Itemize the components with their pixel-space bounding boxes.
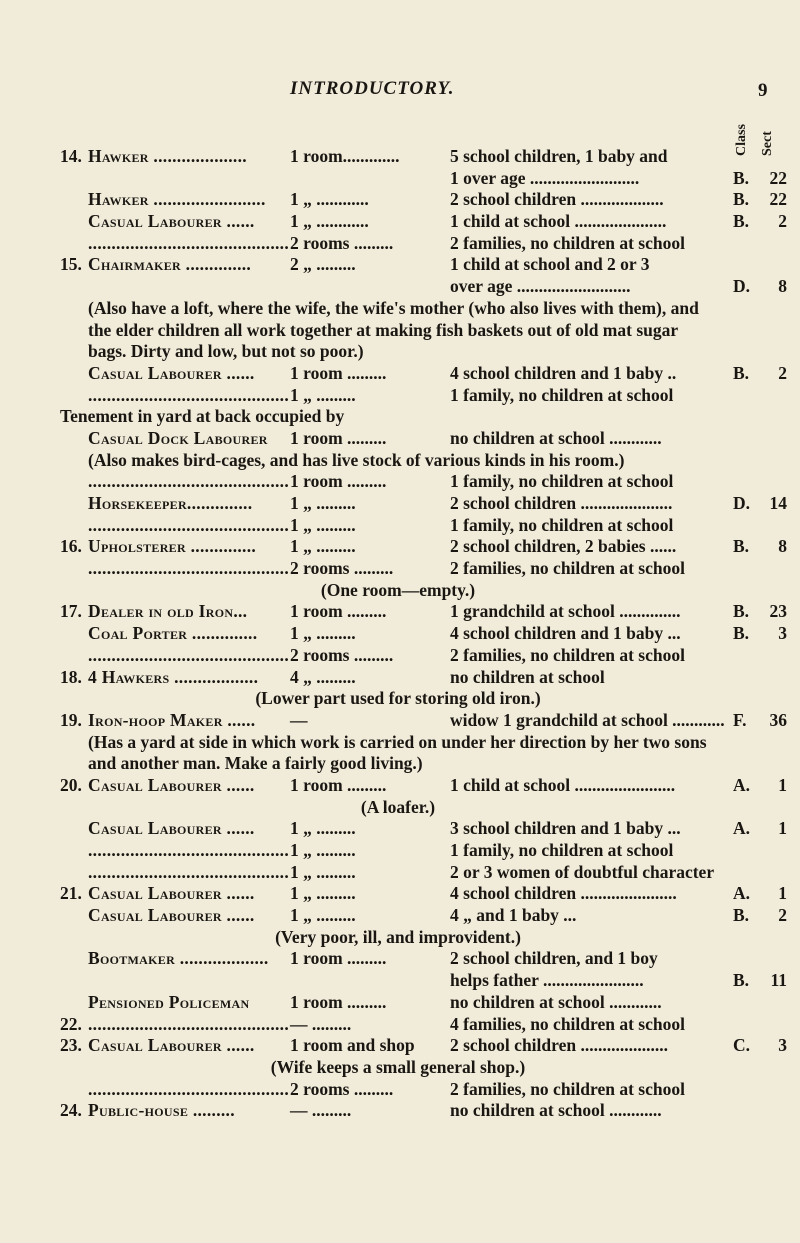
rooms-count: 1 room and shop	[290, 1035, 415, 1056]
household-description: 2 school children ....................	[450, 1035, 668, 1056]
rooms-count: 1 „ .........	[290, 536, 356, 557]
note-block	[0, 927, 800, 949]
section-value: 22	[769, 189, 787, 210]
household-description: 4 families, no children at school	[450, 1013, 685, 1034]
table-row	[0, 623, 800, 645]
household-description: 4 school children and 1 baby ...	[450, 623, 681, 644]
note-block	[0, 406, 800, 428]
table-row	[0, 601, 800, 623]
rooms-count: 1 room .........	[290, 471, 387, 492]
table-row	[0, 645, 800, 667]
section-value: 3	[778, 1035, 787, 1056]
household-description: 2 families, no children at school	[450, 1078, 685, 1099]
rooms-count: — .........	[290, 1100, 352, 1121]
row-number: 23.	[60, 1035, 82, 1056]
class-value: B.	[733, 211, 750, 232]
table-row	[0, 862, 800, 884]
row-number: 20.	[60, 774, 82, 795]
occupation: Horsekeeper..............	[88, 493, 253, 514]
occupation: ...........................................	[88, 1078, 290, 1099]
rooms-count: — .........	[290, 1013, 352, 1034]
occupation: ...........................................	[88, 384, 290, 405]
rooms-count: 1 „ .........	[290, 818, 356, 839]
table-row	[0, 276, 800, 298]
table-row	[0, 385, 800, 407]
row-number: 22.	[60, 1013, 82, 1034]
class-value: A.	[733, 818, 751, 839]
occupation: Dealer in old Iron...	[88, 601, 248, 622]
occupation: Bootmaker ...................	[88, 948, 269, 969]
table-row	[0, 254, 800, 276]
table-row	[0, 1079, 800, 1101]
section-value: 23	[769, 601, 787, 622]
census-table	[0, 146, 800, 1122]
note-text: (Has a yard at side in which work is carried on under her direction by her two sons and another man. Make a fairly good living.)	[88, 731, 707, 774]
class-value: B.	[733, 536, 750, 557]
section-value: 8	[778, 536, 787, 557]
class-value: B.	[733, 601, 750, 622]
household-description: 2 families, no children at school	[450, 558, 685, 579]
section-value: 1	[778, 774, 787, 795]
household-description: no children at school ............	[450, 427, 662, 448]
note-text: (Also makes bird-cages, and has live stock of various kinds in his room.)	[88, 449, 625, 470]
row-number: 15.	[60, 254, 82, 275]
rooms-count: 2 „ .........	[290, 254, 356, 275]
class-value: B.	[733, 189, 750, 210]
section-value: 1	[778, 883, 787, 904]
rooms-count: 2 rooms .........	[290, 558, 394, 579]
table-row	[0, 515, 800, 537]
note-text: (Wife keeps a small general shop.)	[270, 1056, 526, 1077]
occupation: Casual Labourer ......	[88, 905, 255, 926]
household-description: 1 child at school and 2 or 3	[450, 254, 650, 275]
table-row	[0, 558, 800, 580]
household-description: 2 school children, 2 babies ......	[450, 536, 677, 557]
note-text: (Lower part used for storing old iron.)	[255, 688, 541, 709]
note-text: (A loafer.)	[360, 796, 436, 817]
class-value: D.	[733, 493, 751, 514]
occupation: Coal Porter ..............	[88, 623, 258, 644]
section-value: 22	[769, 167, 787, 188]
section-value: 2	[778, 362, 787, 383]
occupation: ...........................................	[88, 861, 290, 882]
occupation: Upholsterer ..............	[88, 536, 257, 557]
occupation: Casual Dock Labourer	[88, 427, 268, 448]
section-value: 2	[778, 905, 787, 926]
table-row	[0, 363, 800, 385]
table-row	[0, 883, 800, 905]
class-value: D.	[733, 276, 751, 297]
note-block	[0, 688, 800, 710]
rooms-count: 1 „ ............	[290, 189, 369, 210]
household-description: 1 child at school .......................	[450, 774, 676, 795]
household-description: 3 school children and 1 baby ...	[450, 818, 681, 839]
table-row	[0, 1100, 800, 1122]
rooms-count: 1 room .........	[290, 362, 387, 383]
table-row	[0, 233, 800, 255]
row-number: 19.	[60, 709, 82, 730]
occupation: Casual Labourer ......	[88, 774, 255, 795]
household-description: no children at school ............	[450, 991, 662, 1012]
section-value: 36	[769, 709, 787, 730]
table-row	[0, 536, 800, 558]
rooms-count: 1 „ .........	[290, 493, 356, 514]
section-value: 14	[769, 493, 787, 514]
table-row	[0, 775, 800, 797]
occupation: Chairmaker ..............	[88, 254, 252, 275]
table-row	[0, 667, 800, 689]
table-row	[0, 189, 800, 211]
class-value: A.	[733, 883, 751, 904]
occupation: ...........................................	[88, 840, 290, 861]
note-block	[0, 298, 800, 363]
table-row	[0, 493, 800, 515]
household-description: 1 family, no children at school	[450, 514, 674, 535]
occupation: Hawker ....................	[88, 146, 247, 166]
rooms-count: —	[290, 709, 308, 730]
table-row	[0, 168, 800, 190]
occupation: ...........................................	[88, 1013, 290, 1034]
note-block	[0, 732, 800, 775]
class-value: B.	[733, 970, 750, 991]
table-row	[0, 970, 800, 992]
rooms-count: 1 room .........	[290, 948, 387, 969]
table-row	[0, 1035, 800, 1057]
household-description: no children at school	[450, 666, 605, 687]
household-description: 1 family, no children at school	[450, 384, 674, 405]
occupation: Iron-hoop Maker ......	[88, 709, 256, 730]
section-value: 11	[770, 970, 787, 991]
rooms-count: 1 „ .........	[290, 861, 356, 882]
class-value: B.	[733, 362, 750, 383]
section-value: 3	[778, 623, 787, 644]
table-row	[0, 428, 800, 450]
occupation: ...........................................	[88, 558, 290, 579]
rooms-count: 1 room.............	[290, 146, 400, 166]
occupation: Casual Labourer ......	[88, 362, 255, 383]
household-description: 2 school children, and 1 boy	[450, 948, 658, 969]
occupation: Casual Labourer ......	[88, 818, 255, 839]
row-number: 18.	[60, 666, 82, 687]
rooms-count: 1 room .........	[290, 601, 387, 622]
section-value: 8	[778, 276, 787, 297]
row-number: 16.	[60, 536, 82, 557]
occupation: ...........................................	[88, 471, 290, 492]
rooms-count: 1 „ .........	[290, 514, 356, 535]
occupation: ...........................................	[88, 514, 290, 535]
table-row	[0, 1014, 800, 1036]
row-number: 17.	[60, 601, 82, 622]
household-description: 2 school children ...................	[450, 189, 664, 210]
table-row	[0, 992, 800, 1014]
rooms-count: 1 „ .........	[290, 623, 356, 644]
occupation: 4 Hawkers ..................	[88, 666, 259, 687]
occupation: Casual Labourer ......	[88, 1035, 255, 1056]
rooms-count: 1 room .........	[290, 427, 387, 448]
note-text: Tenement in yard at back occupied by	[60, 406, 345, 427]
table-row	[0, 710, 800, 732]
table-row	[0, 948, 800, 970]
occupation: Public-house .........	[88, 1100, 235, 1121]
table-row	[0, 471, 800, 493]
row-number: 14.	[60, 146, 82, 166]
rooms-count: 2 rooms .........	[290, 232, 394, 253]
household-description: 1 grandchild at school ..............	[450, 601, 681, 622]
occupation: ...........................................	[88, 644, 290, 665]
household-description: 2 families, no children at school	[450, 644, 685, 665]
class-value: A.	[733, 774, 751, 795]
class-value: B.	[733, 167, 750, 188]
rooms-count: 2 rooms .........	[290, 1078, 394, 1099]
household-description: 2 families, no children at school	[450, 232, 685, 253]
note-text: (Very poor, ill, and improvident.)	[275, 926, 521, 947]
rooms-count: 2 rooms .........	[290, 644, 394, 665]
table-row	[0, 840, 800, 862]
household-description: 2 or 3 women of doubtful character	[450, 861, 715, 882]
household-description: 1 family, no children at school	[450, 840, 674, 861]
occupation: ...........................................	[88, 232, 290, 253]
household-description: widow 1 grandchild at school ............	[450, 709, 725, 730]
household-description: 1 over age .........................	[450, 167, 640, 188]
rooms-count: 4 „ .........	[290, 666, 356, 687]
rooms-count: 1 „ .........	[290, 905, 356, 926]
household-description: 1 family, no children at school	[450, 471, 674, 492]
row-number: 24.	[60, 1100, 82, 1121]
household-description: helps father .......................	[450, 970, 644, 991]
household-description: 5 school children, 1 baby and	[450, 146, 668, 166]
class-value: B.	[733, 905, 750, 926]
page-header	[0, 78, 800, 108]
rooms-count: 1 „ .........	[290, 384, 356, 405]
rooms-count: 1 room .........	[290, 774, 387, 795]
household-description: 4 school children and 1 baby ..	[450, 362, 677, 383]
rooms-count: 1 „ .........	[290, 840, 356, 861]
occupation: Casual Labourer ......	[88, 883, 255, 904]
class-value: B.	[733, 623, 750, 644]
row-number: 21.	[60, 883, 82, 904]
table-row	[0, 146, 800, 168]
household-description: over age ..........................	[450, 276, 631, 297]
rooms-count: 1 „ .........	[290, 883, 356, 904]
column-heading-sect: Sect	[760, 131, 775, 156]
household-description: 4 „ and 1 baby ...	[450, 905, 577, 926]
class-value: F.	[733, 709, 747, 730]
note-block	[0, 580, 800, 602]
household-description: no children at school ............	[450, 1100, 662, 1121]
table-row	[0, 211, 800, 233]
class-value: C.	[733, 1035, 751, 1056]
section-value: 2	[778, 211, 787, 232]
occupation: Hawker ........................	[88, 189, 266, 210]
rooms-count: 1 „ ............	[290, 211, 369, 232]
column-heading-class: Class	[734, 124, 749, 156]
household-description: 1 child at school .....................	[450, 211, 667, 232]
rooms-count: 1 room .........	[290, 991, 387, 1012]
running-title: INTRODUCTORY.	[290, 78, 455, 99]
note-block	[0, 450, 800, 472]
table-row	[0, 818, 800, 840]
note-block	[0, 797, 800, 819]
occupation: Pensioned Policeman	[88, 991, 250, 1012]
occupation: Casual Labourer ......	[88, 211, 255, 232]
household-description: 4 school children ......................	[450, 883, 677, 904]
household-description: 2 school children .....................	[450, 493, 673, 514]
note-text: (One room—empty.)	[320, 579, 476, 600]
note-text: (Also have a loft, where the wife, the wife's mother (who also lives with them), and the elder children all work together at making fish baskets out of old mat sugar bags. Dirty and low, but not so poor.)	[88, 297, 699, 362]
note-block	[0, 1057, 800, 1079]
table-row	[0, 905, 800, 927]
page-number: 9	[758, 80, 768, 101]
section-value: 1	[778, 818, 787, 839]
